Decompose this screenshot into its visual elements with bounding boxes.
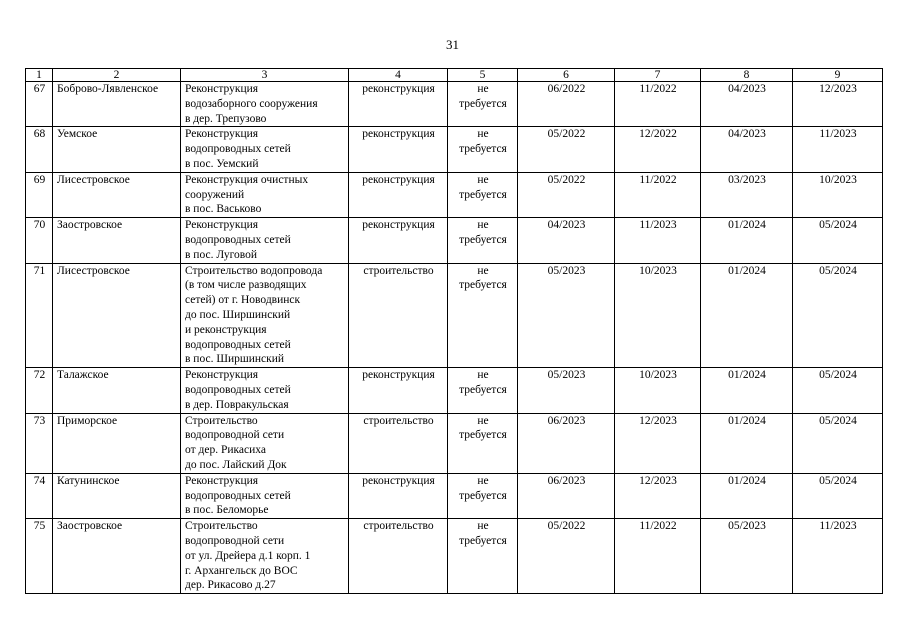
- object-cell-line: водопроводных сетей: [185, 489, 291, 502]
- work-type-cell: реконструкция: [349, 82, 448, 127]
- page-number: 31: [446, 37, 459, 52]
- permit-cell-line: не: [477, 83, 489, 95]
- permit-cell-line: не: [477, 264, 489, 277]
- object-cell: [181, 172, 349, 217]
- date-cell-6: 05/2022: [518, 519, 615, 594]
- object-cell: [181, 218, 349, 263]
- date-cell-6: 05/2022: [518, 127, 615, 172]
- header-cell-1: 1: [26, 69, 53, 82]
- permit-cell: [448, 263, 518, 368]
- work-type-cell: реконструкция: [349, 473, 448, 518]
- row-number-cell: 72: [26, 368, 53, 413]
- object-cell-line: Строительство: [185, 414, 258, 427]
- date-cell-6: 06/2023: [518, 473, 615, 518]
- table-row: [26, 368, 883, 413]
- date-cell-8: 01/2024: [701, 413, 793, 473]
- object-cell-line: сетей) от г. Новодвинск: [185, 294, 301, 307]
- work-type-cell: реконструкция: [349, 127, 448, 172]
- date-cell-9: 05/2024: [793, 413, 883, 473]
- object-cell-line: Реконструкция: [185, 83, 259, 95]
- object-cell-line: в пос. Уемский: [185, 157, 259, 170]
- permit-cell: [448, 172, 518, 217]
- object-cell-line: в пос. Луговой: [185, 248, 258, 261]
- object-cell-line: Реконструкция очистных: [185, 173, 309, 186]
- settlement-cell: Лисестровское: [53, 263, 181, 368]
- settlement-cell: Заостровское: [53, 519, 181, 594]
- date-cell-9: 10/2023: [793, 172, 883, 217]
- date-cell-8: 01/2024: [701, 218, 793, 263]
- work-type-cell: реконструкция: [349, 172, 448, 217]
- permit-cell-line: не: [477, 128, 489, 141]
- date-cell-9: 11/2023: [793, 519, 883, 594]
- object-cell-line: водопроводной сети: [185, 534, 285, 547]
- permit-cell-line: не: [477, 414, 489, 427]
- object-cell-line: водопроводных сетей: [185, 338, 291, 351]
- table-row: [26, 82, 883, 127]
- permit-cell-line: требуется: [459, 534, 507, 547]
- object-cell-line: до пос. Ширшинский: [185, 308, 291, 321]
- permit-cell: [448, 368, 518, 413]
- object-cell-line: водопроводной сети: [185, 429, 285, 442]
- table-header-row: [26, 69, 883, 82]
- object-cell-line: (в том числе разводящих: [185, 279, 307, 292]
- permit-cell: [448, 127, 518, 172]
- object-cell-line: водозаборного сооружения: [185, 97, 318, 110]
- work-type-cell: реконструкция: [349, 218, 448, 263]
- date-cell-9: 05/2024: [793, 263, 883, 368]
- header-cell-8: 8: [701, 69, 793, 82]
- object-cell-line: сооружений: [185, 188, 245, 201]
- date-cell-8: 05/2023: [701, 519, 793, 594]
- date-cell-6: 06/2023: [518, 413, 615, 473]
- header-cell-4: 4: [349, 69, 448, 82]
- object-cell-line: и реконструкция: [185, 323, 267, 336]
- object-cell-line: водопроводных сетей: [185, 233, 291, 246]
- object-cell-line: в дер. Повракульская: [185, 398, 289, 411]
- object-cell-line: от дер. Рикасиха: [185, 444, 266, 457]
- table-row: [26, 127, 883, 172]
- date-cell-6: 06/2022: [518, 82, 615, 127]
- date-cell-9: 05/2024: [793, 368, 883, 413]
- settlement-cell: Талажское: [53, 368, 181, 413]
- object-cell-line: г. Архангельск до ВОС: [185, 564, 298, 577]
- date-cell-6: 04/2023: [518, 218, 615, 263]
- date-cell-8: 01/2024: [701, 263, 793, 368]
- permit-cell: [448, 82, 518, 127]
- row-number-cell: 67: [26, 82, 53, 127]
- permit-cell-line: требуется: [459, 97, 507, 110]
- row-number-cell: 70: [26, 218, 53, 263]
- permit-cell: [448, 519, 518, 594]
- date-cell-6: 05/2023: [518, 368, 615, 413]
- date-cell-7: 12/2022: [615, 127, 701, 172]
- header-cell-2: 2: [53, 69, 181, 82]
- header-cell-9: 9: [793, 69, 883, 82]
- table-row: [26, 218, 883, 263]
- permit-cell-line: требуется: [459, 233, 507, 246]
- object-cell: [181, 127, 349, 172]
- permit-cell-line: требуется: [459, 383, 507, 396]
- table-row: [26, 263, 883, 368]
- permit-cell: [448, 413, 518, 473]
- table-row: [26, 413, 883, 473]
- permit-cell: [448, 218, 518, 263]
- permit-cell-line: требуется: [459, 429, 507, 442]
- object-cell-line: в дер. Трепузово: [185, 112, 267, 125]
- row-number-cell: 75: [26, 519, 53, 594]
- date-cell-6: 05/2023: [518, 263, 615, 368]
- work-type-cell: строительство: [349, 263, 448, 368]
- settlement-cell: Приморское: [53, 413, 181, 473]
- date-cell-9: 05/2024: [793, 218, 883, 263]
- permit-cell-line: не: [477, 369, 489, 382]
- object-cell: [181, 263, 349, 368]
- object-cell-line: от ул. Дрейера д.1 корп. 1: [185, 549, 311, 562]
- object-cell-line: в пос. Ширшинский: [185, 353, 285, 366]
- table-body: [26, 69, 883, 594]
- permit-cell-line: требуется: [459, 143, 507, 156]
- object-cell-line: водопроводных сетей: [185, 383, 291, 396]
- date-cell-7: 11/2022: [615, 519, 701, 594]
- date-cell-9: 12/2023: [793, 82, 883, 127]
- object-cell: [181, 82, 349, 127]
- object-cell-line: Реконструкция: [185, 219, 259, 232]
- work-type-cell: реконструкция: [349, 368, 448, 413]
- schedule-table: [25, 68, 883, 594]
- object-cell: [181, 368, 349, 413]
- permit-cell-line: требуется: [459, 188, 507, 201]
- row-number-cell: 68: [26, 127, 53, 172]
- date-cell-8: 01/2024: [701, 368, 793, 413]
- date-cell-7: 12/2023: [615, 413, 701, 473]
- table-row: [26, 172, 883, 217]
- date-cell-8: 04/2023: [701, 82, 793, 127]
- object-cell-line: дер. Рикасово д.27: [185, 579, 276, 592]
- header-cell-3: 3: [181, 69, 349, 82]
- object-cell-line: Реконструкция: [185, 369, 259, 382]
- object-cell-line: Реконструкция: [185, 474, 259, 487]
- date-cell-7: 10/2023: [615, 263, 701, 368]
- object-cell-line: Реконструкция: [185, 128, 259, 141]
- settlement-cell: Лисестровское: [53, 172, 181, 217]
- settlement-cell: Уемское: [53, 127, 181, 172]
- object-cell-line: в пос. Васьково: [185, 203, 262, 216]
- date-cell-7: 12/2023: [615, 473, 701, 518]
- permit-cell-line: требуется: [459, 489, 507, 502]
- settlement-cell: Катунинское: [53, 473, 181, 518]
- row-number-cell: 69: [26, 172, 53, 217]
- object-cell: [181, 413, 349, 473]
- permit-cell-line: требуется: [459, 279, 507, 292]
- date-cell-7: 11/2022: [615, 82, 701, 127]
- object-cell: [181, 519, 349, 594]
- date-cell-9: 11/2023: [793, 127, 883, 172]
- work-type-cell: строительство: [349, 519, 448, 594]
- settlement-cell: Заостровское: [53, 218, 181, 263]
- permit-cell-line: не: [477, 474, 489, 487]
- permit-cell-line: не: [477, 173, 489, 186]
- permit-cell-line: не: [477, 520, 489, 533]
- header-cell-5: 5: [448, 69, 518, 82]
- object-cell-line: Строительство: [185, 520, 258, 533]
- row-number-cell: 74: [26, 473, 53, 518]
- header-cell-6: 6: [518, 69, 615, 82]
- settlement-cell: Боброво-Лявленское: [53, 82, 181, 127]
- date-cell-7: 10/2023: [615, 368, 701, 413]
- object-cell-line: водопроводных сетей: [185, 143, 291, 156]
- date-cell-7: 11/2022: [615, 172, 701, 217]
- row-number-cell: 71: [26, 263, 53, 368]
- object-cell: [181, 473, 349, 518]
- row-number-cell: 73: [26, 413, 53, 473]
- table-row: [26, 519, 883, 594]
- object-cell-line: до пос. Лайский Док: [185, 458, 287, 471]
- date-cell-9: 05/2024: [793, 473, 883, 518]
- header-cell-7: 7: [615, 69, 701, 82]
- table-row: [26, 473, 883, 518]
- date-cell-8: 01/2024: [701, 473, 793, 518]
- object-cell-line: Строительство водопровода: [185, 264, 323, 277]
- permit-cell-line: не: [477, 219, 489, 232]
- date-cell-8: 04/2023: [701, 127, 793, 172]
- date-cell-7: 11/2023: [615, 218, 701, 263]
- date-cell-6: 05/2022: [518, 172, 615, 217]
- object-cell-line: в пос. Беломорье: [185, 504, 269, 517]
- permit-cell: [448, 473, 518, 518]
- date-cell-8: 03/2023: [701, 172, 793, 217]
- work-type-cell: строительство: [349, 413, 448, 473]
